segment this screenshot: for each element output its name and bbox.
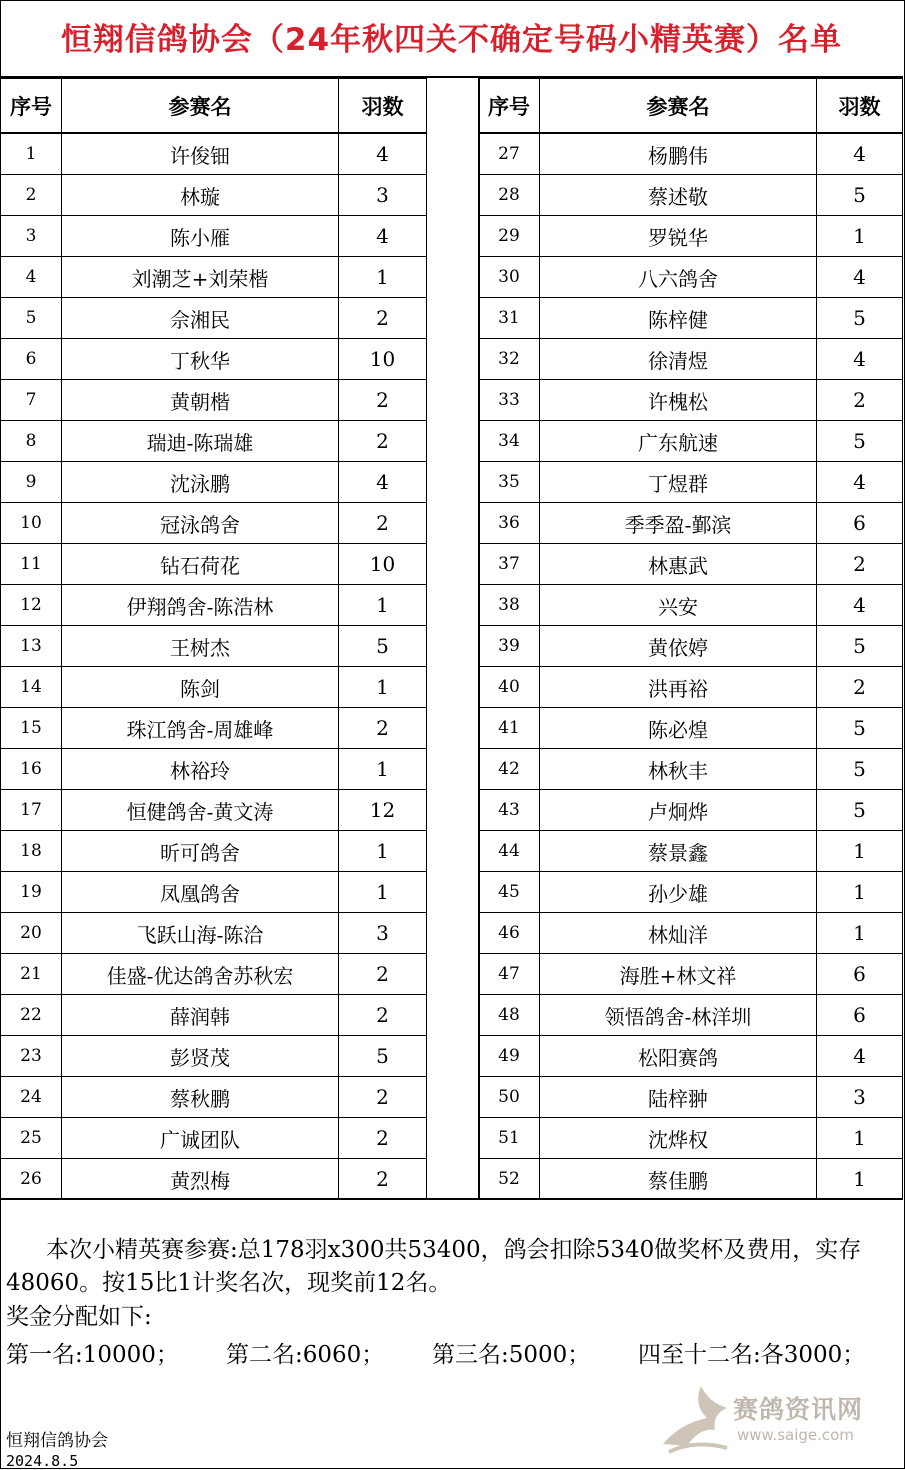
entrant-name: 伊翔鸽舍-陈浩林 — [62, 585, 339, 626]
table-row — [479, 1077, 903, 1118]
row-number: 20 — [1, 913, 62, 954]
bird-count: 5 — [339, 1036, 427, 1077]
table-row — [479, 749, 903, 790]
row-number: 31 — [479, 298, 540, 339]
table-row — [479, 462, 903, 503]
table-row — [479, 1159, 903, 1200]
bird-count: 5 — [817, 175, 903, 216]
prize-first: 第一名:10000； — [6, 1342, 179, 1368]
table-row — [1, 175, 427, 216]
bird-count: 2 — [817, 667, 903, 708]
table-row — [479, 257, 903, 298]
entrant-name: 陈梓健 — [540, 298, 817, 339]
table-row — [1, 298, 427, 339]
table-row — [479, 667, 903, 708]
bird-count: 12 — [339, 790, 427, 831]
entrant-name: 丁煜群 — [540, 462, 817, 503]
row-number: 22 — [1, 995, 62, 1036]
table-row — [1, 626, 427, 667]
bird-count: 2 — [339, 1077, 427, 1118]
row-number: 24 — [1, 1077, 62, 1118]
signature-date: 2024.8.5 — [6, 1452, 79, 1470]
table-row — [479, 790, 903, 831]
bird-count: 4 — [339, 462, 427, 503]
bird-count: 2 — [339, 1118, 427, 1159]
bird-count: 2 — [339, 954, 427, 995]
bird-count: 3 — [339, 913, 427, 954]
table-row — [479, 421, 903, 462]
row-number: 11 — [1, 544, 62, 585]
row-number: 50 — [479, 1077, 540, 1118]
table-gap — [426, 78, 480, 1198]
table-row — [479, 954, 903, 995]
row-number: 35 — [479, 462, 540, 503]
row-number: 27 — [479, 133, 540, 175]
bird-count: 1 — [817, 872, 903, 913]
bird-count: 1 — [339, 872, 427, 913]
entrant-name: 杨鹏伟 — [540, 133, 817, 175]
table-row — [479, 995, 903, 1036]
table-row — [1, 544, 427, 585]
roster-body-right — [479, 133, 903, 1200]
table-row — [1, 708, 427, 749]
bird-count: 5 — [817, 421, 903, 462]
row-number: 36 — [479, 503, 540, 544]
table-header-row — [479, 79, 903, 134]
entrant-name: 佳盛-优达鸽舍苏秋宏 — [62, 954, 339, 995]
bird-count: 2 — [339, 995, 427, 1036]
header-count: 羽数 — [339, 79, 427, 134]
entrant-name: 松阳赛鸽 — [540, 1036, 817, 1077]
entrant-name: 凤凰鸽舍 — [62, 872, 339, 913]
table-row — [1, 872, 427, 913]
table-row — [1, 1036, 427, 1077]
table-row — [1, 790, 427, 831]
row-number: 21 — [1, 954, 62, 995]
bird-count: 4 — [339, 133, 427, 175]
bird-count: 10 — [339, 544, 427, 585]
row-number: 28 — [479, 175, 540, 216]
roster-table-right — [478, 78, 903, 1200]
table-row — [479, 585, 903, 626]
table-row — [1, 380, 427, 421]
row-number: 3 — [1, 216, 62, 257]
table-row — [479, 544, 903, 585]
bird-count: 2 — [339, 380, 427, 421]
row-number: 12 — [1, 585, 62, 626]
row-number: 18 — [1, 831, 62, 872]
watermark-text: 赛鸽资讯网 — [733, 1395, 864, 1424]
bird-count: 5 — [339, 626, 427, 667]
table-row — [479, 1036, 903, 1077]
entrant-name: 薛润韩 — [62, 995, 339, 1036]
table-row — [479, 175, 903, 216]
entrant-name: 刘潮芝+刘荣楷 — [62, 257, 339, 298]
entrant-name: 黄朝楷 — [62, 380, 339, 421]
row-number: 26 — [1, 1159, 62, 1200]
row-number: 15 — [1, 708, 62, 749]
table-row — [1, 133, 427, 175]
entrant-name: 彭贤茂 — [62, 1036, 339, 1077]
row-number: 41 — [479, 708, 540, 749]
bird-count: 1 — [339, 667, 427, 708]
row-number: 4 — [1, 257, 62, 298]
header-name: 参赛名 — [540, 79, 817, 134]
watermark — [655, 1382, 865, 1460]
bird-count: 6 — [817, 503, 903, 544]
table-row — [1, 503, 427, 544]
row-number: 7 — [1, 380, 62, 421]
row-number: 33 — [479, 380, 540, 421]
row-number: 37 — [479, 544, 540, 585]
bird-count: 2 — [339, 1159, 427, 1200]
bird-count: 3 — [339, 175, 427, 216]
entrant-name: 洪再裕 — [540, 667, 817, 708]
row-number: 8 — [1, 421, 62, 462]
bird-count: 1 — [817, 831, 903, 872]
entrant-name: 林秋丰 — [540, 749, 817, 790]
pigeon-logo-icon — [655, 1382, 735, 1460]
row-number: 34 — [479, 421, 540, 462]
table-row — [1, 1118, 427, 1159]
entrant-name: 广东航速 — [540, 421, 817, 462]
table-row — [479, 216, 903, 257]
bird-count: 1 — [817, 1118, 903, 1159]
entrant-name: 林裕玲 — [62, 749, 339, 790]
bird-count: 4 — [817, 339, 903, 380]
signature-org: 恒翔信鸽协会 — [6, 1431, 108, 1451]
bird-count: 5 — [817, 790, 903, 831]
entrant-name: 冠泳鸽舍 — [62, 503, 339, 544]
row-number: 38 — [479, 585, 540, 626]
row-number: 40 — [479, 667, 540, 708]
table-row — [479, 913, 903, 954]
header-name: 参赛名 — [62, 79, 339, 134]
entrant-name: 许槐松 — [540, 380, 817, 421]
entrant-name: 季季盈-鄞滨 — [540, 503, 817, 544]
table-row — [479, 503, 903, 544]
prize-fourth-to-twelfth: 四至十二名:各3000； — [638, 1342, 866, 1368]
row-number: 9 — [1, 462, 62, 503]
bird-count: 2 — [339, 708, 427, 749]
row-number: 45 — [479, 872, 540, 913]
table-row — [1, 1159, 427, 1200]
row-number: 43 — [479, 790, 540, 831]
bird-count: 2 — [339, 503, 427, 544]
table-row — [1, 954, 427, 995]
entrant-name: 蔡述敬 — [540, 175, 817, 216]
header-count: 羽数 — [817, 79, 903, 134]
entrant-name: 蔡佳鹏 — [540, 1159, 817, 1200]
entrant-name: 蔡秋鹏 — [62, 1077, 339, 1118]
table-row — [1, 667, 427, 708]
table-row — [1, 1077, 427, 1118]
bird-count: 4 — [817, 133, 903, 175]
row-number: 30 — [479, 257, 540, 298]
notes-prize-heading: 奖金分配如下: — [6, 1304, 152, 1330]
entrant-name: 昕可鸽舍 — [62, 831, 339, 872]
table-row — [479, 831, 903, 872]
bird-count: 1 — [339, 257, 427, 298]
bird-count: 1 — [339, 749, 427, 790]
entrant-name: 林惠武 — [540, 544, 817, 585]
entrant-name: 孙少雄 — [540, 872, 817, 913]
table-row — [1, 831, 427, 872]
row-number: 47 — [479, 954, 540, 995]
table-row — [1, 216, 427, 257]
table-row — [479, 133, 903, 175]
entrant-name: 沈烨权 — [540, 1118, 817, 1159]
entrant-name: 海胜+林文祥 — [540, 954, 817, 995]
bird-count: 3 — [817, 1077, 903, 1118]
bird-count: 4 — [339, 216, 427, 257]
row-number: 48 — [479, 995, 540, 1036]
table-row — [1, 913, 427, 954]
table-row — [1, 257, 427, 298]
page-title: 恒翔信鸽协会（24年秋四关不确定号码小精英赛）名单 — [0, 0, 903, 78]
bird-count: 4 — [817, 1036, 903, 1077]
row-number: 16 — [1, 749, 62, 790]
bird-count: 5 — [817, 749, 903, 790]
bird-count: 2 — [817, 380, 903, 421]
entrant-name: 陆梓翀 — [540, 1077, 817, 1118]
entrant-name: 恒健鸽舍-黄文涛 — [62, 790, 339, 831]
notes-summary: 本次小精英赛参赛:总178羽x300共53400，鸽会扣除5340做奖杯及费用，实存48060。按15比1计奖名次，现奖前12名。 — [6, 1237, 862, 1296]
entrant-name: 黄依婷 — [540, 626, 817, 667]
bird-count: 5 — [817, 708, 903, 749]
row-number: 42 — [479, 749, 540, 790]
table-header-row — [1, 79, 427, 134]
row-number: 2 — [1, 175, 62, 216]
bird-count: 5 — [817, 298, 903, 339]
row-number: 49 — [479, 1036, 540, 1077]
header-no: 序号 — [1, 79, 62, 134]
bird-count: 2 — [339, 421, 427, 462]
row-number: 23 — [1, 1036, 62, 1077]
table-row — [479, 1118, 903, 1159]
table-row — [1, 462, 427, 503]
entrant-name: 徐清煜 — [540, 339, 817, 380]
bird-count: 6 — [817, 995, 903, 1036]
row-number: 25 — [1, 1118, 62, 1159]
roster-body-left — [1, 133, 427, 1200]
entrant-name: 罗锐华 — [540, 216, 817, 257]
entrant-name: 陈小雁 — [62, 216, 339, 257]
watermark-url: www.saige.com — [737, 1426, 854, 1444]
entrant-name: 珠江鸽舍-周雄峰 — [62, 708, 339, 749]
bird-count: 2 — [817, 544, 903, 585]
entrant-name: 瑞迪-陈瑞雄 — [62, 421, 339, 462]
table-row — [479, 339, 903, 380]
table-row — [479, 298, 903, 339]
bird-count: 5 — [817, 626, 903, 667]
entrant-name: 八六鸽舍 — [540, 257, 817, 298]
table-row — [1, 585, 427, 626]
entrant-name: 林璇 — [62, 175, 339, 216]
entrant-name: 丁秋华 — [62, 339, 339, 380]
row-number: 29 — [479, 216, 540, 257]
entrant-name: 黄烈梅 — [62, 1159, 339, 1200]
table-row — [1, 995, 427, 1036]
row-number: 32 — [479, 339, 540, 380]
bird-count: 1 — [817, 216, 903, 257]
bird-count: 4 — [817, 585, 903, 626]
bird-count: 1 — [817, 913, 903, 954]
bird-count: 4 — [817, 257, 903, 298]
entrant-name: 领悟鸽舍-林洋圳 — [540, 995, 817, 1036]
entrant-name: 卢炯烨 — [540, 790, 817, 831]
row-number: 6 — [1, 339, 62, 380]
table-row — [1, 339, 427, 380]
row-number: 10 — [1, 503, 62, 544]
row-number: 52 — [479, 1159, 540, 1200]
header-no: 序号 — [479, 79, 540, 134]
row-number: 5 — [1, 298, 62, 339]
bird-count: 2 — [339, 298, 427, 339]
row-number: 17 — [1, 790, 62, 831]
table-row — [479, 626, 903, 667]
table-row — [479, 380, 903, 421]
row-number: 1 — [1, 133, 62, 175]
bird-count: 4 — [817, 462, 903, 503]
entrant-name: 王树杰 — [62, 626, 339, 667]
row-number: 44 — [479, 831, 540, 872]
row-number: 13 — [1, 626, 62, 667]
entrant-name: 林灿洋 — [540, 913, 817, 954]
prize-third: 第三名:5000； — [432, 1342, 591, 1368]
bird-count: 1 — [339, 831, 427, 872]
bird-count: 6 — [817, 954, 903, 995]
bird-count: 1 — [817, 1159, 903, 1200]
entrant-name: 兴安 — [540, 585, 817, 626]
table-row — [1, 749, 427, 790]
entrant-name: 广诚团队 — [62, 1118, 339, 1159]
entrant-name: 钻石荷花 — [62, 544, 339, 585]
entrant-name: 许俊钿 — [62, 133, 339, 175]
entrant-name: 飞跃山海-陈洽 — [62, 913, 339, 954]
row-number: 46 — [479, 913, 540, 954]
entrant-name: 陈剑 — [62, 667, 339, 708]
table-row — [1, 421, 427, 462]
entrant-name: 蔡景鑫 — [540, 831, 817, 872]
row-number: 39 — [479, 626, 540, 667]
row-number: 51 — [479, 1118, 540, 1159]
entrant-name: 沈泳鹏 — [62, 462, 339, 503]
prize-second: 第二名:6060； — [226, 1342, 385, 1368]
table-row — [479, 708, 903, 749]
row-number: 14 — [1, 667, 62, 708]
entrant-name: 佘湘民 — [62, 298, 339, 339]
row-number: 19 — [1, 872, 62, 913]
table-row — [479, 872, 903, 913]
entrant-name: 陈必煌 — [540, 708, 817, 749]
roster-table-left — [0, 78, 427, 1200]
bird-count: 10 — [339, 339, 427, 380]
bird-count: 1 — [339, 585, 427, 626]
